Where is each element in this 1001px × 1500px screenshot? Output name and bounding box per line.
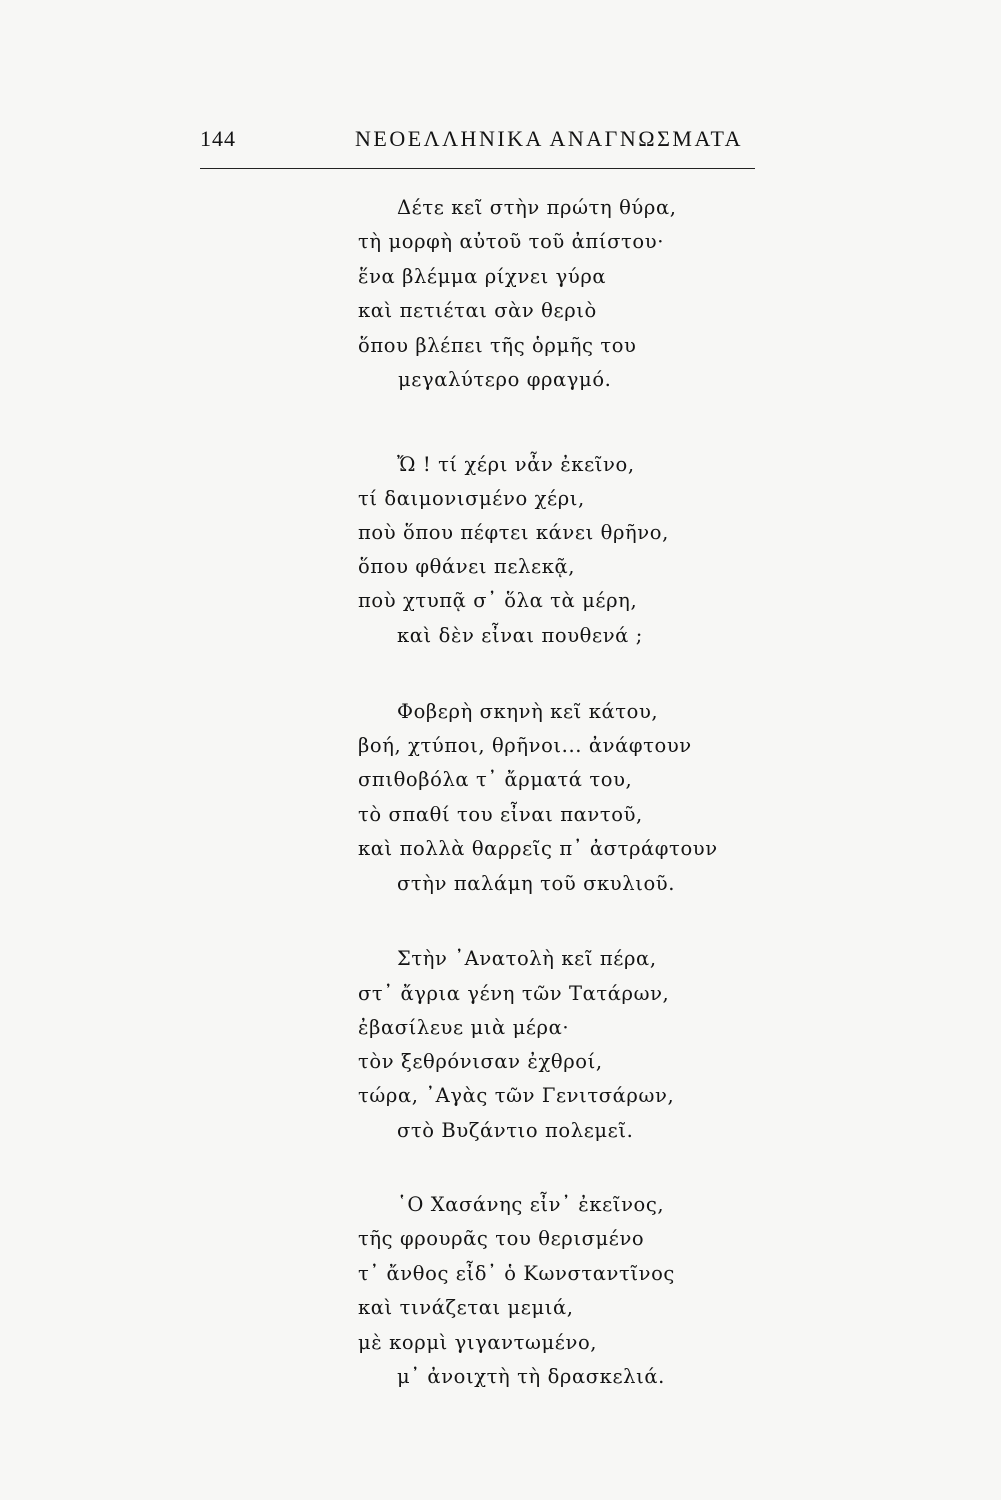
poem-line: ἕνα βλέμμα ρίχνει γύρα	[358, 265, 607, 288]
poem-line: Ὤ ! τί χέρι νἆν ἐκεῖνο,	[397, 453, 635, 476]
poem-line: μ᾽ ἀνοιχτὴ τὴ δρασκελιά.	[397, 1365, 665, 1388]
running-title: ΝΕΟΕΛΛΗΝΙΚΑ ΑΝΑΓΝΩΣΜΑΤΑ	[355, 126, 744, 151]
poem-line: Δέτε κεῖ στὴν πρώτη θύρα,	[397, 196, 677, 219]
poem-line: ἐβασίλευε μιὰ μέρα·	[358, 1016, 570, 1039]
poem-line: στ᾽ ἄγρια γένη τῶν Τατάρων,	[358, 982, 670, 1005]
poem-line: στὴν παλάμη τοῦ σκυλιοῦ.	[397, 872, 676, 895]
poem-line: Στὴν ᾽Ανατολὴ κεῖ πέρα,	[397, 947, 657, 970]
poem-line: Φοβερὴ σκηνὴ κεῖ κάτου,	[397, 700, 659, 723]
poem-line: τῆς φρουρᾶς του θερισμένο	[358, 1227, 645, 1250]
poem-line: μὲ κορμὶ γιγαντωμένο,	[358, 1331, 598, 1354]
poem-line: βοή, χτύποι, θρῆνοι... ἀνάφτουν	[358, 734, 692, 757]
poem-line: τὸ σπαθί του εἶναι παντοῦ,	[358, 803, 643, 826]
poem-line: στὸ Βυζάντιο πολεμεῖ.	[397, 1119, 634, 1142]
poem-line: σπιθοβόλα τ᾽ ἄρματά του,	[358, 768, 633, 791]
header-rule	[200, 168, 755, 169]
poem-line: ποὺ χτυπᾷ σ᾽ ὅλα τὰ μέρη,	[358, 589, 638, 612]
poem-line: ποὺ ὅπου πέφτει κάνει θρῆνο,	[358, 521, 669, 544]
poem-line: ὅπου βλέπει τῆς ὁρμῆς του	[358, 334, 637, 357]
poem-line: μεγαλύτερο φραγμό.	[398, 368, 612, 391]
poem-line: καὶ δὲν εἶναι πουθενά ;	[397, 624, 643, 647]
poem-line: καὶ τινάζεται μεμιά,	[358, 1296, 574, 1319]
poem-line: καὶ πετιέται σὰν θεριὸ	[358, 299, 597, 322]
poem-line: ὅπου φθάνει πελεκᾷ,	[358, 555, 576, 578]
poem-line: καὶ πολλὰ θαρρεῖς π᾽ ἀστράφτουν	[358, 837, 718, 860]
poem-line: τί δαιμονισμένο χέρι,	[358, 487, 585, 510]
poem-line: τ᾽ ἄνθος εἶδ᾽ ὁ Κωνσταντῖνος	[358, 1262, 675, 1285]
poem-line: τώρα, ᾽Αγὰς τῶν Γενιτσάρων,	[358, 1084, 675, 1107]
page-number: 144	[200, 126, 236, 151]
poem-line: τὴ μορφὴ αὐτοῦ τοῦ ἀπίστου·	[358, 230, 664, 253]
poem-line: ῾Ο Χασάνης εἶν᾽ ἐκεῖνος,	[397, 1193, 665, 1216]
page-header	[200, 126, 760, 156]
poem-line: τὸν ξεθρόνισαν ἐχθροί,	[358, 1050, 603, 1073]
